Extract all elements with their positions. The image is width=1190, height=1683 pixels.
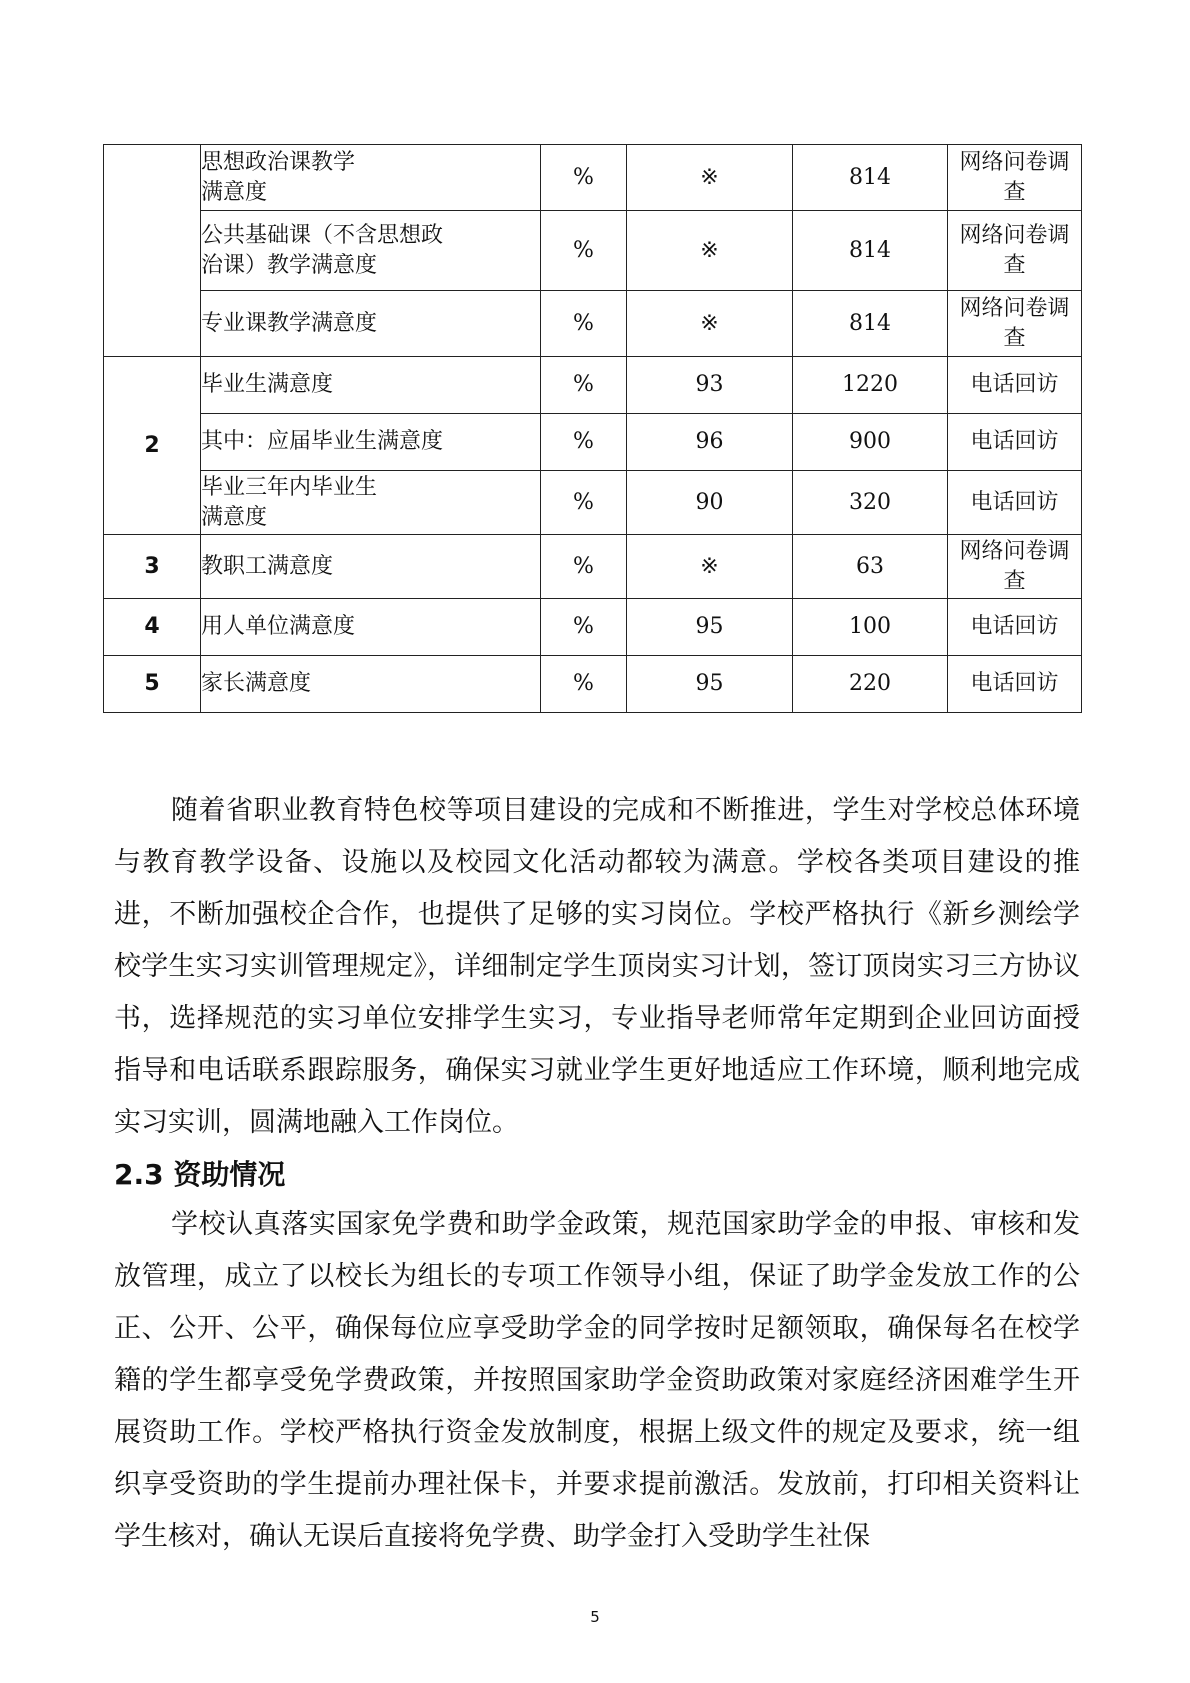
page-number: 5	[590, 1608, 600, 1626]
method-cell: 网络问卷调 查	[948, 291, 1082, 357]
unit-cell: %	[541, 211, 627, 291]
table-row	[104, 599, 1082, 656]
unit-cell: %	[541, 291, 627, 357]
table-row	[104, 656, 1082, 713]
value-cell: 96	[627, 414, 793, 471]
value-cell: ※	[627, 211, 793, 291]
row-number-cell	[104, 145, 201, 357]
count-cell: 63	[793, 535, 948, 599]
value-cell: 93	[627, 357, 793, 414]
unit-cell: %	[541, 471, 627, 535]
count-cell: 814	[793, 211, 948, 291]
method-cell: 电话回访	[948, 357, 1082, 414]
table-row	[104, 357, 1082, 414]
value-cell: 95	[627, 599, 793, 656]
table-row	[104, 471, 1082, 535]
value-cell: ※	[627, 145, 793, 211]
count-cell: 220	[793, 656, 948, 713]
count-cell: 320	[793, 471, 948, 535]
item-cell: 家长满意度	[201, 656, 541, 713]
count-cell: 814	[793, 291, 948, 357]
table-row	[104, 211, 1082, 291]
table-row	[104, 291, 1082, 357]
value-cell: 95	[627, 656, 793, 713]
item-cell: 其中：应届毕业生满意度	[201, 414, 541, 471]
table-row	[104, 145, 1082, 211]
unit-cell: %	[541, 535, 627, 599]
value-cell: ※	[627, 291, 793, 357]
count-cell: 900	[793, 414, 948, 471]
unit-cell: %	[541, 656, 627, 713]
item-cell: 用人单位满意度	[201, 599, 541, 656]
count-cell: 1220	[793, 357, 948, 414]
count-cell: 814	[793, 145, 948, 211]
count-cell: 100	[793, 599, 948, 656]
value-cell: 90	[627, 471, 793, 535]
row-number-cell: 5	[104, 656, 201, 713]
item-cell: 毕业生满意度	[201, 357, 541, 414]
item-cell: 教职工满意度	[201, 535, 541, 599]
unit-cell: %	[541, 414, 627, 471]
method-cell: 电话回访	[948, 414, 1082, 471]
body-paragraph: 随着省职业教育特色校等项目建设的完成和不断推进，学生对学校总体环境与教育教学设备、设施以及校园文化活动都较为满意。学校各类项目建设的推进，不断加强校企合作，也提供了足够的实习岗位。学校严格执行《新乡测绘学校学生实习实训管理规定》，详细制定学生顶岗实习计划，签订顶岗实习三方协议书，选择规范的实习单位安排学生实习，专业指导老师常年定期到企业回访面授指导和电话联系跟踪服务，确保实习就业学生更好地适应工作环境，顺利地完成实习实训，圆满地融入工作岗位。	[114, 795, 1080, 1138]
method-cell: 电话回访	[948, 599, 1082, 656]
method-cell: 电话回访	[948, 471, 1082, 535]
item-cell: 公共基础课（不含思想政 治课）教学满意度	[201, 211, 541, 291]
method-cell: 网络问卷调 查	[948, 211, 1082, 291]
row-number-cell: 4	[104, 599, 201, 656]
method-cell: 网络问卷调 查	[948, 535, 1082, 599]
unit-cell: %	[541, 145, 627, 211]
satisfaction-table	[103, 144, 1082, 713]
section-heading: 2.3 资助情况	[114, 1158, 286, 1191]
table-row	[104, 414, 1082, 471]
unit-cell: %	[541, 357, 627, 414]
row-number-cell: 2	[104, 357, 201, 535]
unit-cell: %	[541, 599, 627, 656]
value-cell: ※	[627, 535, 793, 599]
method-cell: 电话回访	[948, 656, 1082, 713]
item-cell: 思想政治课教学 满意度	[201, 145, 541, 211]
item-cell: 毕业三年内毕业生 满意度	[201, 471, 541, 535]
row-number-cell: 3	[104, 535, 201, 599]
body-paragraph: 学校认真落实国家免学费和助学金政策，规范国家助学金的申报、审核和发放管理，成立了以校长为组长的专项工作领导小组，保证了助学金发放工作的公正、公开、公平，确保每位应享受助学金的同学按时足额领取，确保每名在校学籍的学生都享受免学费政策，并按照国家助学金资助政策对家庭经济困难学生开展资助工作。学校严格执行资金发放制度，根据上级文件的规定及要求，统一组织享受资助的学生提前办理社保卡，并要求提前激活。发放前，打印相关资料让学生核对，确认无误后直接将免学费、助学金打入受助学生社保	[114, 1209, 1080, 1552]
item-cell: 专业课教学满意度	[201, 291, 541, 357]
method-cell: 网络问卷调 查	[948, 145, 1082, 211]
table-row	[104, 535, 1082, 599]
